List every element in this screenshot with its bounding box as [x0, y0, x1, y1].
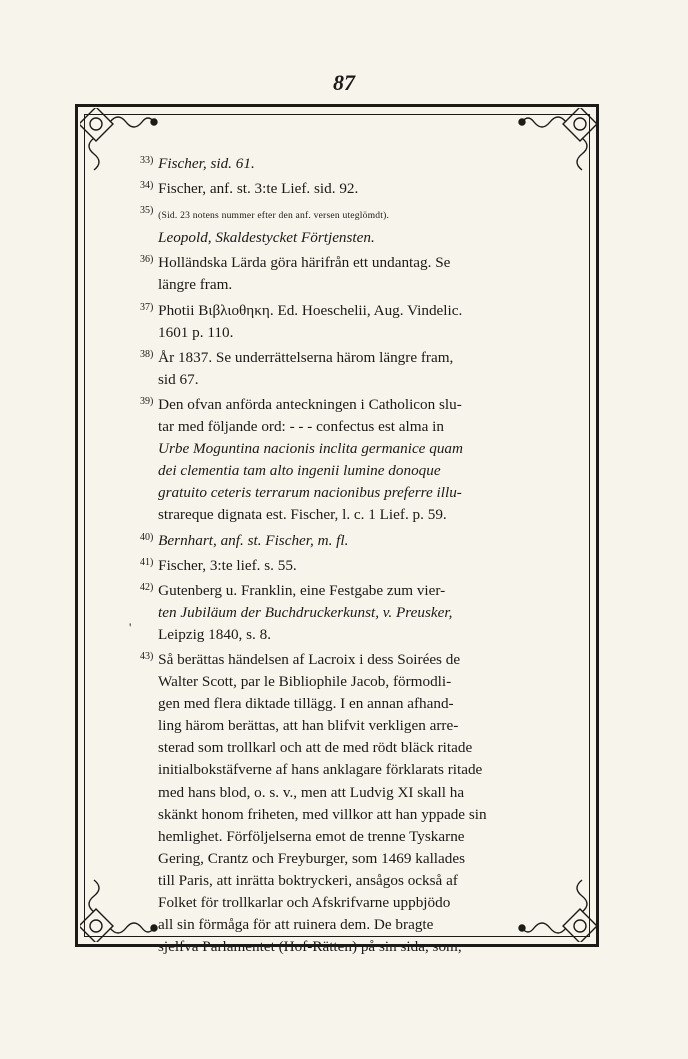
- footnote-43-line-7: med hans blod, o. s. v., men att Ludvig XI skall ha: [158, 783, 465, 801]
- footnote-39-line-4: dei clementia tam alto ingenii lumine donoque: [158, 462, 441, 480]
- footnote-43-line-2: Walter Scott, par le Bibliophile Jacob, förmodli-: [158, 673, 452, 691]
- footnote-43-line-9: hemlighet. Förföljelserna emot de trenne Tyskarne: [158, 827, 465, 845]
- footnote-43-line-12: Folket för trollkarlar och Afskrifvarne uppbjödo: [158, 894, 451, 911]
- footnote-41: $^{41)}$ Fischer, 3:te lief. s. 55.: [140, 556, 297, 574]
- footnote-35-line-2: Leopold, Skaldestycket Förtjensten.: [158, 229, 375, 247]
- footnote-43-line-8: skänkt honom friheten, med villkor att han yppade sin: [158, 805, 487, 823]
- footnote-42-line-3: Leipzig 1840, s. 8.: [158, 625, 272, 643]
- footnote-38: $^{38)}$ År 1837. Se underrättelserna härom längre fram,: [140, 348, 454, 366]
- footnote-33: $^{33)}$ Fischer, sid. 61.: [140, 155, 255, 172]
- footnote-43-line-5: sterad som trollkarl och att de med rödt bläck ritade: [158, 739, 473, 757]
- footnote-43-line-4: ling härom berättas, att han blifvit verkligen arre-: [158, 717, 459, 735]
- footnotes: [140, 150, 530, 958]
- footnote-42: $^{42)}$ Gutenberg u. Franklin, eine Festgabe zum vier-: [140, 581, 446, 599]
- footnote-39-line-5: gratuito ceteris terrarum nacionibus preferre illu-: [158, 484, 462, 502]
- margin-mark: ': [129, 620, 132, 635]
- footnote-38-line-2: sid 67.: [158, 370, 199, 388]
- footnote-42-line-2: ten Jubiläum der Buchdruckerkunst, v. Preusker,: [158, 603, 453, 621]
- footnote-35: $^{35)}$ (Sid. 23 notens nummer efter den anf. versen uteglömdt).: [140, 205, 390, 222]
- footnote-36-line-2: längre fram.: [158, 276, 233, 294]
- footnote-37: $^{37)}$ Photii Βιβλιοθηκη. Ed. Hoeschelii, Aug. Vindelic.: [140, 301, 463, 319]
- footnote-43-line-6: initialbokstäfverne af hans anklagare förklarats ritade: [158, 761, 483, 779]
- footnote-37-line-2: 1601 p. 110.: [158, 323, 234, 341]
- footnote-43-line-13: all sin förmåga för att ruinera dem. De bragte: [158, 916, 434, 934]
- footnote-39: $^{39)}$ Den ofvan anförda anteckningen i Catholicon slu-: [140, 395, 462, 413]
- footnote-40: $^{40)}$ Bernhart, anf. st. Fischer, m. fl.: [140, 531, 349, 549]
- footnote-43: $^{43)}$ Så berättas händelsen af Lacroix i dess Soirées de: [140, 650, 461, 668]
- footnote-39-line-2: tar med följande ord: - - - confectus est alma in: [158, 418, 444, 436]
- footnote-39-line-3: Urbe Moguntina nacionis inclita germanice quam: [158, 440, 463, 458]
- footnote-43-line-14: sjelfva Parlamentet (Hof-Rätten) på sin sida, som,: [158, 938, 462, 956]
- page-number: 87: [333, 70, 355, 95]
- footnote-36: $^{36)}$ Holländska Lärda göra härifrån ett undantag. Se: [140, 254, 451, 272]
- footnote-43-line-3: gen med flera diktade tillägg. I en annan afhand-: [158, 695, 454, 713]
- footnote-39-line-6: strareque dignata est. Fischer, l. c. 1 Lief. p. 59.: [158, 506, 447, 524]
- footnote-34: $^{34)}$ Fischer, anf. st. 3:te Lief. sid. 92.: [140, 180, 359, 198]
- footnote-43-line-10: Gering, Crantz och Freyburger, som 1469 kallades: [158, 849, 466, 867]
- footnote-43-line-11: till Paris, att inrätta boktryckeri, ansågos också af: [158, 871, 458, 889]
